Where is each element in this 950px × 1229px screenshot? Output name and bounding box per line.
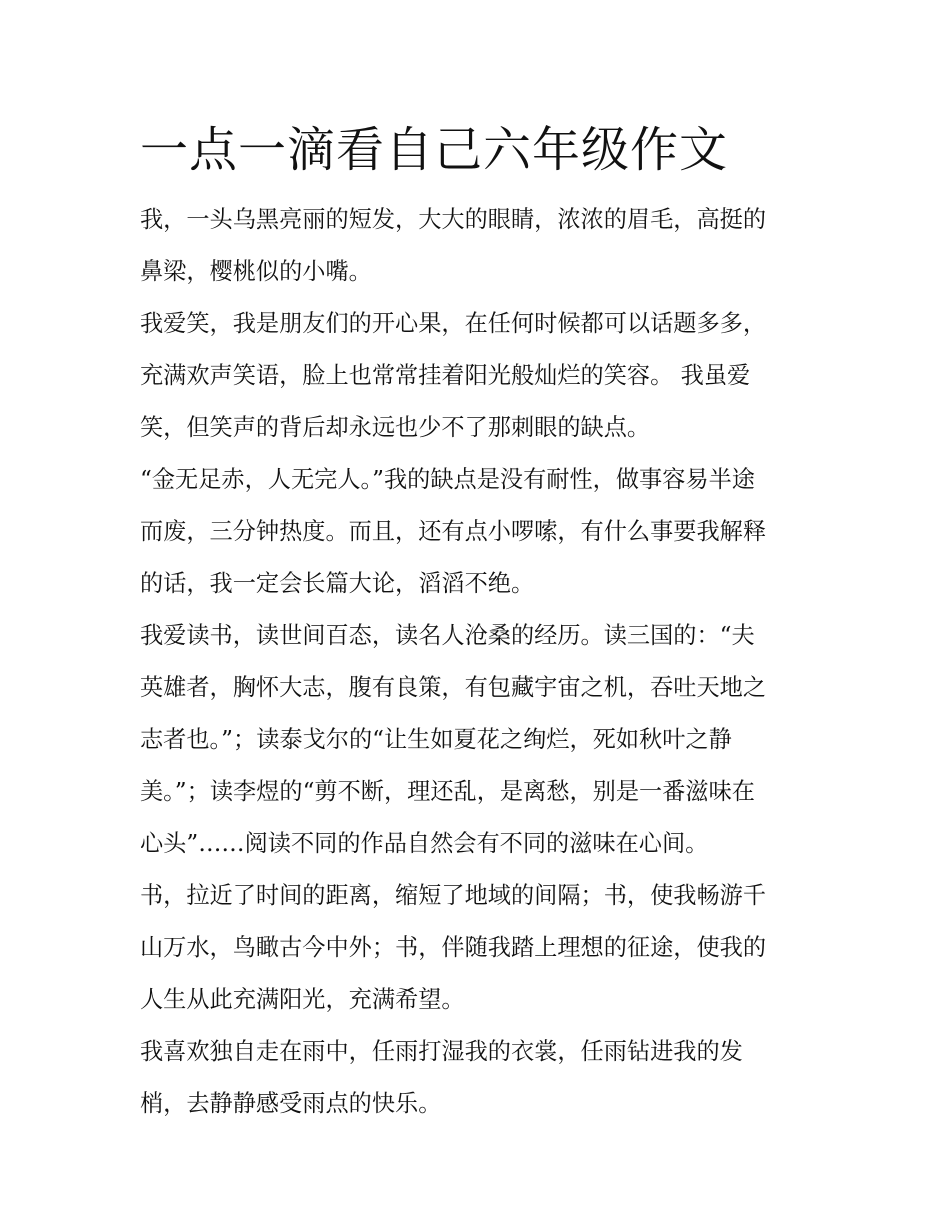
text-line: 梢，去静静感受雨点的快乐。	[140, 1090, 442, 1117]
text-line: 英雄者，胸怀大志，腹有良策，有包藏宇宙之机，吞吐天地之	[140, 674, 767, 701]
document-page	[140, 118, 812, 1130]
text-line: “金无足赤，人无完人。”我的缺点是没有耐性，做事容易半途	[140, 466, 755, 493]
text-line: 我喜欢独自走在雨中，任雨打湿我的衣裳，任雨钻进我的发	[140, 1038, 743, 1065]
paragraph-books	[140, 870, 812, 1026]
text-line: 人生从此充满阳光，充满希望。	[140, 986, 465, 1013]
text-line: 我爱笑，我是朋友们的开心果，在任何时候都可以话题多多，	[140, 310, 767, 337]
text-line: 充满欢声笑语，脸上也常常挂着阳光般灿烂的笑容。 我虽爱	[140, 362, 751, 389]
paragraph-appearance	[140, 194, 812, 298]
text-line: 美。”；读李煜的“剪不断，理还乱，是离愁，别是一番滋味在	[140, 778, 755, 805]
text-line: 而废，三分钟热度。而且，还有点小啰嗦，有什么事要我解释	[140, 518, 767, 545]
text-line: 心头”……阅读不同的作品自然会有不同的滋味在心间。	[140, 830, 709, 857]
text-line: 笑，但笑声的背后却永远也少不了那刺眼的缺点。	[140, 414, 651, 441]
paragraph-shortcomings	[140, 454, 812, 610]
paragraph-rain	[140, 1026, 812, 1130]
text-line: 我，一头乌黑亮丽的短发，大大的眼睛，浓浓的眉毛，高挺的	[140, 206, 767, 233]
text-line: 我爱读书，读世间百态，读名人沧桑的经历。读三国的：“夫	[140, 622, 755, 649]
text-line: 的话，我一定会长篇大论，滔滔不绝。	[140, 570, 535, 597]
text-line: 志者也。”；读泰戈尔的“让生如夏花之绚烂，死如秋叶之静	[140, 726, 732, 753]
paragraph-reading	[140, 610, 812, 870]
paragraph-laughter	[140, 298, 812, 454]
text-line: 山万水，鸟瞰古今中外；书，伴随我踏上理想的征途，使我的	[140, 934, 767, 961]
text-line: 书，拉近了时间的距离，缩短了地域的间隔；书，使我畅游千	[140, 882, 767, 909]
text-line: 鼻梁，樱桃似的小嘴。	[140, 258, 372, 285]
document-title: 一点一滴看自己六年级作文	[140, 122, 729, 178]
